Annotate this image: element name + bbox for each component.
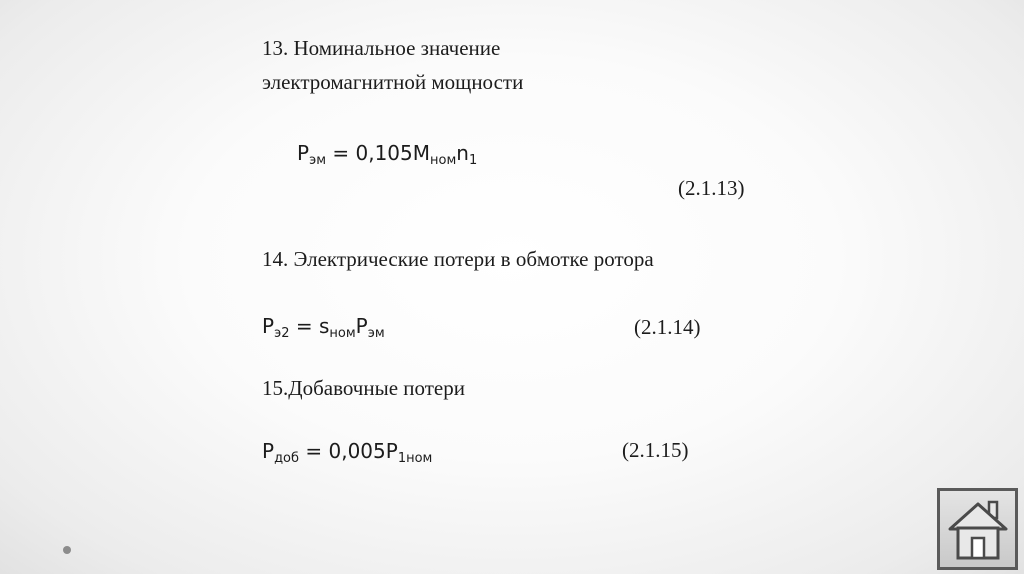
formula-symbol: n [456, 141, 469, 165]
formula-symbol: P [262, 439, 275, 463]
home-icon [946, 496, 1010, 562]
formula-2-1-15 [262, 439, 433, 466]
home-button[interactable] [937, 488, 1018, 570]
formula-text: = 0,105M [326, 141, 430, 165]
section-15-title: 15.Добавочные потери [262, 376, 465, 400]
formula-subscript: эм [309, 153, 327, 168]
equation-number-2-1-15: (2.1.15) [622, 438, 689, 462]
formula-text: = s [289, 314, 330, 338]
formula-subscript: э2 [274, 326, 290, 341]
formula-symbol: P [297, 141, 310, 165]
section-13-title-line2: электромагнитной мощности [262, 70, 524, 94]
formula-2-1-14 [262, 314, 385, 341]
formula-subscript: 1ном [397, 451, 433, 466]
formula-subscript: эм [367, 326, 385, 341]
formula-symbol: P [355, 314, 368, 338]
section-14-title: 14. Электрические потери в обмотке ротора [262, 247, 654, 271]
formula-symbol: P [262, 314, 275, 338]
equation-number-2-1-14: (2.1.14) [634, 315, 701, 339]
section-13-title-line1: 13. Номинальное значение [262, 36, 501, 60]
formula-subscript: доб [274, 451, 300, 466]
formula-subscript: ном [430, 153, 457, 168]
equation-number-2-1-13: (2.1.13) [678, 176, 745, 200]
slide-bullet-dot [63, 546, 71, 554]
formula-2-1-13 [297, 141, 478, 168]
formula-text: = 0,005P [299, 439, 398, 463]
formula-subscript: ном [329, 326, 356, 341]
formula-subscript: 1 [468, 153, 478, 168]
